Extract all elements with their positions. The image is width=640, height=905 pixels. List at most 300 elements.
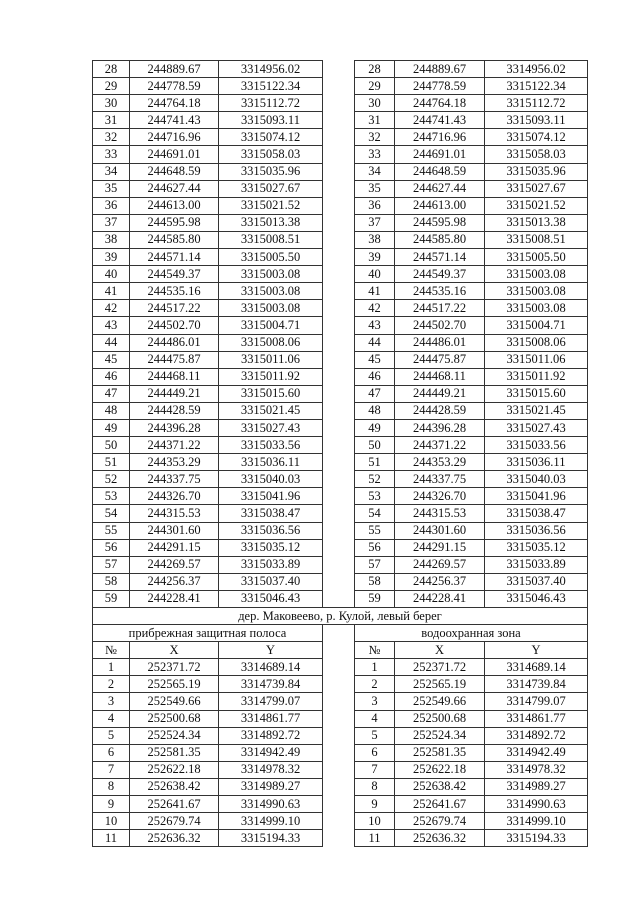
point-number-left: 31 — [93, 112, 130, 129]
table-gap — [323, 744, 355, 761]
y-coordinate-left: 3315008.06 — [219, 334, 323, 351]
y-coordinate-right: 3314892.72 — [485, 727, 588, 744]
x-coordinate-left: 244228.41 — [130, 590, 219, 607]
y-coordinate-right: 3315003.08 — [485, 300, 588, 317]
x-coordinate-left: 244571.14 — [130, 249, 219, 266]
table-gap — [323, 249, 355, 266]
table-row — [93, 505, 588, 522]
table-gap — [323, 693, 355, 710]
table-row — [93, 437, 588, 454]
table-row — [93, 112, 588, 129]
y-coordinate-left: 3315035.96 — [219, 163, 323, 180]
point-number-right: 11 — [355, 830, 395, 847]
point-number-right: 36 — [355, 197, 395, 214]
point-number-left: 47 — [93, 385, 130, 402]
table-gap — [323, 95, 355, 112]
y-coordinate-left: 3315112.72 — [219, 95, 323, 112]
table-gap — [323, 437, 355, 454]
y-coordinate-left: 3315011.92 — [219, 368, 323, 385]
x-coordinate-left: 244889.67 — [130, 61, 219, 78]
x-coordinate-left: 244291.15 — [130, 539, 219, 556]
y-coordinate-right: 3315013.38 — [485, 214, 588, 231]
x-coordinate-right: 252565.19 — [395, 676, 485, 693]
x-coordinate-right: 244535.16 — [395, 283, 485, 300]
table-row — [93, 95, 588, 112]
table-row — [93, 78, 588, 95]
point-number-left: 4 — [93, 710, 130, 727]
x-coordinate-right: 252636.32 — [395, 830, 485, 847]
x-coordinate-left: 244337.75 — [130, 471, 219, 488]
y-coordinate-left: 3315003.08 — [219, 300, 323, 317]
table-gap — [323, 727, 355, 744]
x-coordinate-right: 244468.11 — [395, 368, 485, 385]
y-coordinate-right: 3315122.34 — [485, 78, 588, 95]
table-row — [93, 522, 588, 539]
point-number-right: 53 — [355, 488, 395, 505]
y-coordinate-right: 3315046.43 — [485, 590, 588, 607]
table-row — [93, 830, 588, 847]
x-coordinate-left: 244716.96 — [130, 129, 219, 146]
x-coordinate-left: 244269.57 — [130, 556, 219, 573]
y-coordinate-left: 3314799.07 — [219, 693, 323, 710]
point-number-right: 2 — [355, 676, 395, 693]
point-number-left: 53 — [93, 488, 130, 505]
y-coordinate-left: 3314689.14 — [219, 659, 323, 676]
table-gap — [323, 522, 355, 539]
table-gap — [323, 419, 355, 436]
table-gap — [323, 642, 355, 659]
y-coordinate-left: 3315008.51 — [219, 231, 323, 248]
y-coordinate-left: 3314739.84 — [219, 676, 323, 693]
x-coordinate-left: 252565.19 — [130, 676, 219, 693]
table-row — [93, 488, 588, 505]
x-coordinate-right: 252524.34 — [395, 727, 485, 744]
point-number-left: 54 — [93, 505, 130, 522]
table-gap — [323, 197, 355, 214]
y-coordinate-right: 3314739.84 — [485, 676, 588, 693]
point-number-left: 9 — [93, 796, 130, 813]
y-coordinate-right: 3315021.45 — [485, 402, 588, 419]
x-coordinate-right: 244549.37 — [395, 266, 485, 283]
point-number-right: 8 — [355, 778, 395, 795]
table-row — [93, 419, 588, 436]
y-coordinate-right: 3315093.11 — [485, 112, 588, 129]
point-number-right: 30 — [355, 95, 395, 112]
table-gap — [323, 317, 355, 334]
y-coordinate-left: 3315194.33 — [219, 830, 323, 847]
point-number-left: 10 — [93, 813, 130, 830]
table-row — [93, 385, 588, 402]
point-number-right: 7 — [355, 761, 395, 778]
point-number-right: 44 — [355, 334, 395, 351]
y-coordinate-right: 3315194.33 — [485, 830, 588, 847]
y-coordinate-right: 3315058.03 — [485, 146, 588, 163]
x-coordinate-right: 244764.18 — [395, 95, 485, 112]
zone-caption-row — [93, 625, 588, 642]
y-coordinate-left: 3314978.32 — [219, 761, 323, 778]
point-number-right: 38 — [355, 231, 395, 248]
x-coordinate-right: 244428.59 — [395, 402, 485, 419]
y-coordinate-right: 3314989.27 — [485, 778, 588, 795]
point-number-left: 48 — [93, 402, 130, 419]
x-coordinate-right: 252638.42 — [395, 778, 485, 795]
table-gap — [323, 231, 355, 248]
y-coordinate-left: 3314861.77 — [219, 710, 323, 727]
x-coordinate-left: 252549.66 — [130, 693, 219, 710]
point-number-left: 42 — [93, 300, 130, 317]
point-number-left: 28 — [93, 61, 130, 78]
table-gap — [323, 129, 355, 146]
point-number-right: 6 — [355, 744, 395, 761]
point-number-left: 57 — [93, 556, 130, 573]
y-coordinate-left: 3315038.47 — [219, 505, 323, 522]
point-number-right: 9 — [355, 796, 395, 813]
x-coordinate-left: 244585.80 — [130, 231, 219, 248]
y-coordinate-left: 3315037.40 — [219, 573, 323, 590]
x-coordinate-left: 244428.59 — [130, 402, 219, 419]
x-coordinate-left: 244595.98 — [130, 214, 219, 231]
table-gap — [323, 590, 355, 607]
table-row — [93, 214, 588, 231]
x-coordinate-right: 252679.74 — [395, 813, 485, 830]
point-number-left: 11 — [93, 830, 130, 847]
x-coordinate-right: 244571.14 — [395, 249, 485, 266]
x-coordinate-right: 252549.66 — [395, 693, 485, 710]
point-number-left: 55 — [93, 522, 130, 539]
point-number-right: 54 — [355, 505, 395, 522]
x-coordinate-left: 244764.18 — [130, 95, 219, 112]
x-coordinate-left: 244301.60 — [130, 522, 219, 539]
point-number-right: 28 — [355, 61, 395, 78]
table-gap — [323, 556, 355, 573]
table-row — [93, 146, 588, 163]
point-number-right: 3 — [355, 693, 395, 710]
y-coordinate-right: 3314978.32 — [485, 761, 588, 778]
point-number-left: 6 — [93, 744, 130, 761]
y-coordinate-right: 3315040.03 — [485, 471, 588, 488]
table-gap — [323, 368, 355, 385]
table-row — [93, 249, 588, 266]
y-coordinate-right: 3315027.67 — [485, 180, 588, 197]
table-row — [93, 659, 588, 676]
x-coordinate-right: 244585.80 — [395, 231, 485, 248]
point-number-left: 52 — [93, 471, 130, 488]
y-coordinate-right: 3314990.63 — [485, 796, 588, 813]
point-number-right: 48 — [355, 402, 395, 419]
table-gap — [323, 146, 355, 163]
x-coordinate-right: 244269.57 — [395, 556, 485, 573]
table-row — [93, 334, 588, 351]
point-number-right: 4 — [355, 710, 395, 727]
table-row — [93, 368, 588, 385]
point-number-left: 43 — [93, 317, 130, 334]
y-coordinate-right: 3315036.11 — [485, 454, 588, 471]
y-coordinate-left: 3315027.67 — [219, 180, 323, 197]
x-coordinate-right: 244353.29 — [395, 454, 485, 471]
point-number-right: 58 — [355, 573, 395, 590]
x-coordinate-right: 244337.75 — [395, 471, 485, 488]
x-coordinate-left: 244396.28 — [130, 419, 219, 436]
x-coordinate-left: 244613.00 — [130, 197, 219, 214]
y-coordinate-right: 3315003.08 — [485, 283, 588, 300]
table-row — [93, 180, 588, 197]
x-coordinate-right: 244301.60 — [395, 522, 485, 539]
table-gap — [323, 505, 355, 522]
header-number-left: № — [93, 642, 130, 659]
y-coordinate-left: 3314990.63 — [219, 796, 323, 813]
table-row — [93, 471, 588, 488]
x-coordinate-right: 244648.59 — [395, 163, 485, 180]
point-number-left: 46 — [93, 368, 130, 385]
y-coordinate-left: 3314942.49 — [219, 744, 323, 761]
table-gap — [323, 214, 355, 231]
table-row — [93, 61, 588, 78]
table-row — [93, 402, 588, 419]
point-number-right: 31 — [355, 112, 395, 129]
y-coordinate-left: 3315011.06 — [219, 351, 323, 368]
table-row — [93, 556, 588, 573]
point-number-right: 35 — [355, 180, 395, 197]
table-gap — [323, 402, 355, 419]
x-coordinate-right: 252371.72 — [395, 659, 485, 676]
x-coordinate-right: 252581.35 — [395, 744, 485, 761]
x-coordinate-left: 244449.21 — [130, 385, 219, 402]
point-number-left: 1 — [93, 659, 130, 676]
point-number-left: 36 — [93, 197, 130, 214]
y-coordinate-right: 3315112.72 — [485, 95, 588, 112]
point-number-left: 49 — [93, 419, 130, 436]
y-coordinate-left: 3314892.72 — [219, 727, 323, 744]
table-gap — [323, 385, 355, 402]
table-row — [93, 163, 588, 180]
x-coordinate-right: 244778.59 — [395, 78, 485, 95]
table-gap — [323, 180, 355, 197]
table-row — [93, 796, 588, 813]
point-number-right: 55 — [355, 522, 395, 539]
coordinates-table — [92, 60, 588, 847]
table-gap — [323, 710, 355, 727]
x-coordinate-left: 244549.37 — [130, 266, 219, 283]
point-number-right: 43 — [355, 317, 395, 334]
x-coordinate-left: 252641.67 — [130, 796, 219, 813]
y-coordinate-left: 3315074.12 — [219, 129, 323, 146]
y-coordinate-left: 3314999.10 — [219, 813, 323, 830]
x-coordinate-left: 244778.59 — [130, 78, 219, 95]
point-number-right: 42 — [355, 300, 395, 317]
x-coordinate-right: 244741.43 — [395, 112, 485, 129]
x-coordinate-left: 252524.34 — [130, 727, 219, 744]
y-coordinate-left: 3315122.34 — [219, 78, 323, 95]
y-coordinate-left: 3315033.56 — [219, 437, 323, 454]
point-number-left: 3 — [93, 693, 130, 710]
x-coordinate-right: 244371.22 — [395, 437, 485, 454]
table-row — [93, 454, 588, 471]
point-number-right: 47 — [355, 385, 395, 402]
table-row — [93, 573, 588, 590]
table-gap — [323, 351, 355, 368]
points-section-2 — [93, 659, 588, 847]
y-coordinate-right: 3315008.06 — [485, 334, 588, 351]
point-number-right: 57 — [355, 556, 395, 573]
table-row — [93, 266, 588, 283]
y-coordinate-right: 3315008.51 — [485, 231, 588, 248]
x-coordinate-right: 244595.98 — [395, 214, 485, 231]
point-number-left: 7 — [93, 761, 130, 778]
point-number-left: 44 — [93, 334, 130, 351]
point-number-left: 58 — [93, 573, 130, 590]
x-coordinate-right: 244716.96 — [395, 129, 485, 146]
y-coordinate-right: 3315011.06 — [485, 351, 588, 368]
x-coordinate-left: 244648.59 — [130, 163, 219, 180]
table-row — [93, 197, 588, 214]
table-gap — [323, 334, 355, 351]
table-gap — [323, 78, 355, 95]
x-coordinate-left: 244502.70 — [130, 317, 219, 334]
section-2-header — [93, 608, 588, 659]
y-coordinate-left: 3315046.43 — [219, 590, 323, 607]
y-coordinate-right: 3315033.56 — [485, 437, 588, 454]
point-number-right: 52 — [355, 471, 395, 488]
x-coordinate-left: 244326.70 — [130, 488, 219, 505]
table-gap — [323, 112, 355, 129]
y-coordinate-right: 3315041.96 — [485, 488, 588, 505]
point-number-left: 56 — [93, 539, 130, 556]
x-coordinate-left: 244475.87 — [130, 351, 219, 368]
table-gap — [323, 300, 355, 317]
x-coordinate-right: 244627.44 — [395, 180, 485, 197]
table-gap — [323, 163, 355, 180]
x-coordinate-left: 252581.35 — [130, 744, 219, 761]
table-gap — [323, 539, 355, 556]
x-coordinate-right: 244502.70 — [395, 317, 485, 334]
x-coordinate-right: 252500.68 — [395, 710, 485, 727]
table-row — [93, 727, 588, 744]
point-number-left: 45 — [93, 351, 130, 368]
x-coordinate-right: 244228.41 — [395, 590, 485, 607]
table-row — [93, 351, 588, 368]
table-gap — [323, 266, 355, 283]
point-number-right: 33 — [355, 146, 395, 163]
y-coordinate-left: 3315015.60 — [219, 385, 323, 402]
table-row — [93, 300, 588, 317]
table-row — [93, 693, 588, 710]
y-coordinate-left: 3315040.03 — [219, 471, 323, 488]
x-coordinate-left: 252679.74 — [130, 813, 219, 830]
table-row — [93, 283, 588, 300]
x-coordinate-left: 244691.01 — [130, 146, 219, 163]
table-row — [93, 590, 588, 607]
x-coordinate-left: 244535.16 — [130, 283, 219, 300]
y-coordinate-left: 3315013.38 — [219, 214, 323, 231]
point-number-right: 59 — [355, 590, 395, 607]
point-number-right: 49 — [355, 419, 395, 436]
header-y-left: Y — [219, 642, 323, 659]
y-coordinate-right: 3315004.71 — [485, 317, 588, 334]
point-number-left: 8 — [93, 778, 130, 795]
point-number-left: 29 — [93, 78, 130, 95]
points-section-1 — [93, 61, 588, 608]
y-coordinate-right: 3315037.40 — [485, 573, 588, 590]
table-gap — [323, 61, 355, 78]
point-number-left: 5 — [93, 727, 130, 744]
y-coordinate-right: 3314942.49 — [485, 744, 588, 761]
y-coordinate-right: 3315036.56 — [485, 522, 588, 539]
y-coordinate-left: 3315041.96 — [219, 488, 323, 505]
y-coordinate-left: 3314989.27 — [219, 778, 323, 795]
point-number-right: 51 — [355, 454, 395, 471]
point-number-left: 2 — [93, 676, 130, 693]
point-number-left: 38 — [93, 231, 130, 248]
y-coordinate-left: 3315035.12 — [219, 539, 323, 556]
coastal-protection-strip-caption: прибрежная защитная полоса — [93, 625, 323, 642]
header-x-right: X — [395, 642, 485, 659]
x-coordinate-left: 252500.68 — [130, 710, 219, 727]
point-number-left: 40 — [93, 266, 130, 283]
y-coordinate-left: 3315093.11 — [219, 112, 323, 129]
table-row — [93, 129, 588, 146]
header-number-right: № — [355, 642, 395, 659]
x-coordinate-left: 244256.37 — [130, 573, 219, 590]
point-number-right: 39 — [355, 249, 395, 266]
table-gap — [323, 796, 355, 813]
x-coordinate-left: 252622.18 — [130, 761, 219, 778]
x-coordinate-left: 244315.53 — [130, 505, 219, 522]
y-coordinate-right: 3315005.50 — [485, 249, 588, 266]
table-row — [93, 231, 588, 248]
header-y-right: Y — [485, 642, 588, 659]
column-header-row — [93, 642, 588, 659]
y-coordinate-left: 3314956.02 — [219, 61, 323, 78]
point-number-left: 59 — [93, 590, 130, 607]
x-coordinate-right: 252641.67 — [395, 796, 485, 813]
table-gap — [323, 676, 355, 693]
point-number-right: 45 — [355, 351, 395, 368]
x-coordinate-right: 244449.21 — [395, 385, 485, 402]
table-row — [93, 317, 588, 334]
x-coordinate-left: 244741.43 — [130, 112, 219, 129]
x-coordinate-right: 244486.01 — [395, 334, 485, 351]
point-number-right: 41 — [355, 283, 395, 300]
y-coordinate-left: 3315036.11 — [219, 454, 323, 471]
table-gap — [323, 830, 355, 847]
y-coordinate-left: 3315021.45 — [219, 402, 323, 419]
y-coordinate-right: 3315021.52 — [485, 197, 588, 214]
point-number-left: 34 — [93, 163, 130, 180]
point-number-left: 50 — [93, 437, 130, 454]
table-row — [93, 761, 588, 778]
point-number-left: 30 — [93, 95, 130, 112]
table-gap — [323, 471, 355, 488]
point-number-right: 10 — [355, 813, 395, 830]
point-number-right: 34 — [355, 163, 395, 180]
point-number-right: 1 — [355, 659, 395, 676]
x-coordinate-left: 252636.32 — [130, 830, 219, 847]
y-coordinate-right: 3315074.12 — [485, 129, 588, 146]
y-coordinate-right: 3315033.89 — [485, 556, 588, 573]
y-coordinate-right: 3315035.12 — [485, 539, 588, 556]
y-coordinate-right: 3315027.43 — [485, 419, 588, 436]
y-coordinate-left: 3315003.08 — [219, 266, 323, 283]
y-coordinate-right: 3314999.10 — [485, 813, 588, 830]
y-coordinate-left: 3315021.52 — [219, 197, 323, 214]
x-coordinate-right: 244256.37 — [395, 573, 485, 590]
point-number-right: 46 — [355, 368, 395, 385]
water-protection-zone-caption: водоохранная зона — [355, 625, 588, 642]
table-gap — [323, 625, 355, 642]
point-number-left: 35 — [93, 180, 130, 197]
x-coordinate-right: 244326.70 — [395, 488, 485, 505]
table-row — [93, 710, 588, 727]
